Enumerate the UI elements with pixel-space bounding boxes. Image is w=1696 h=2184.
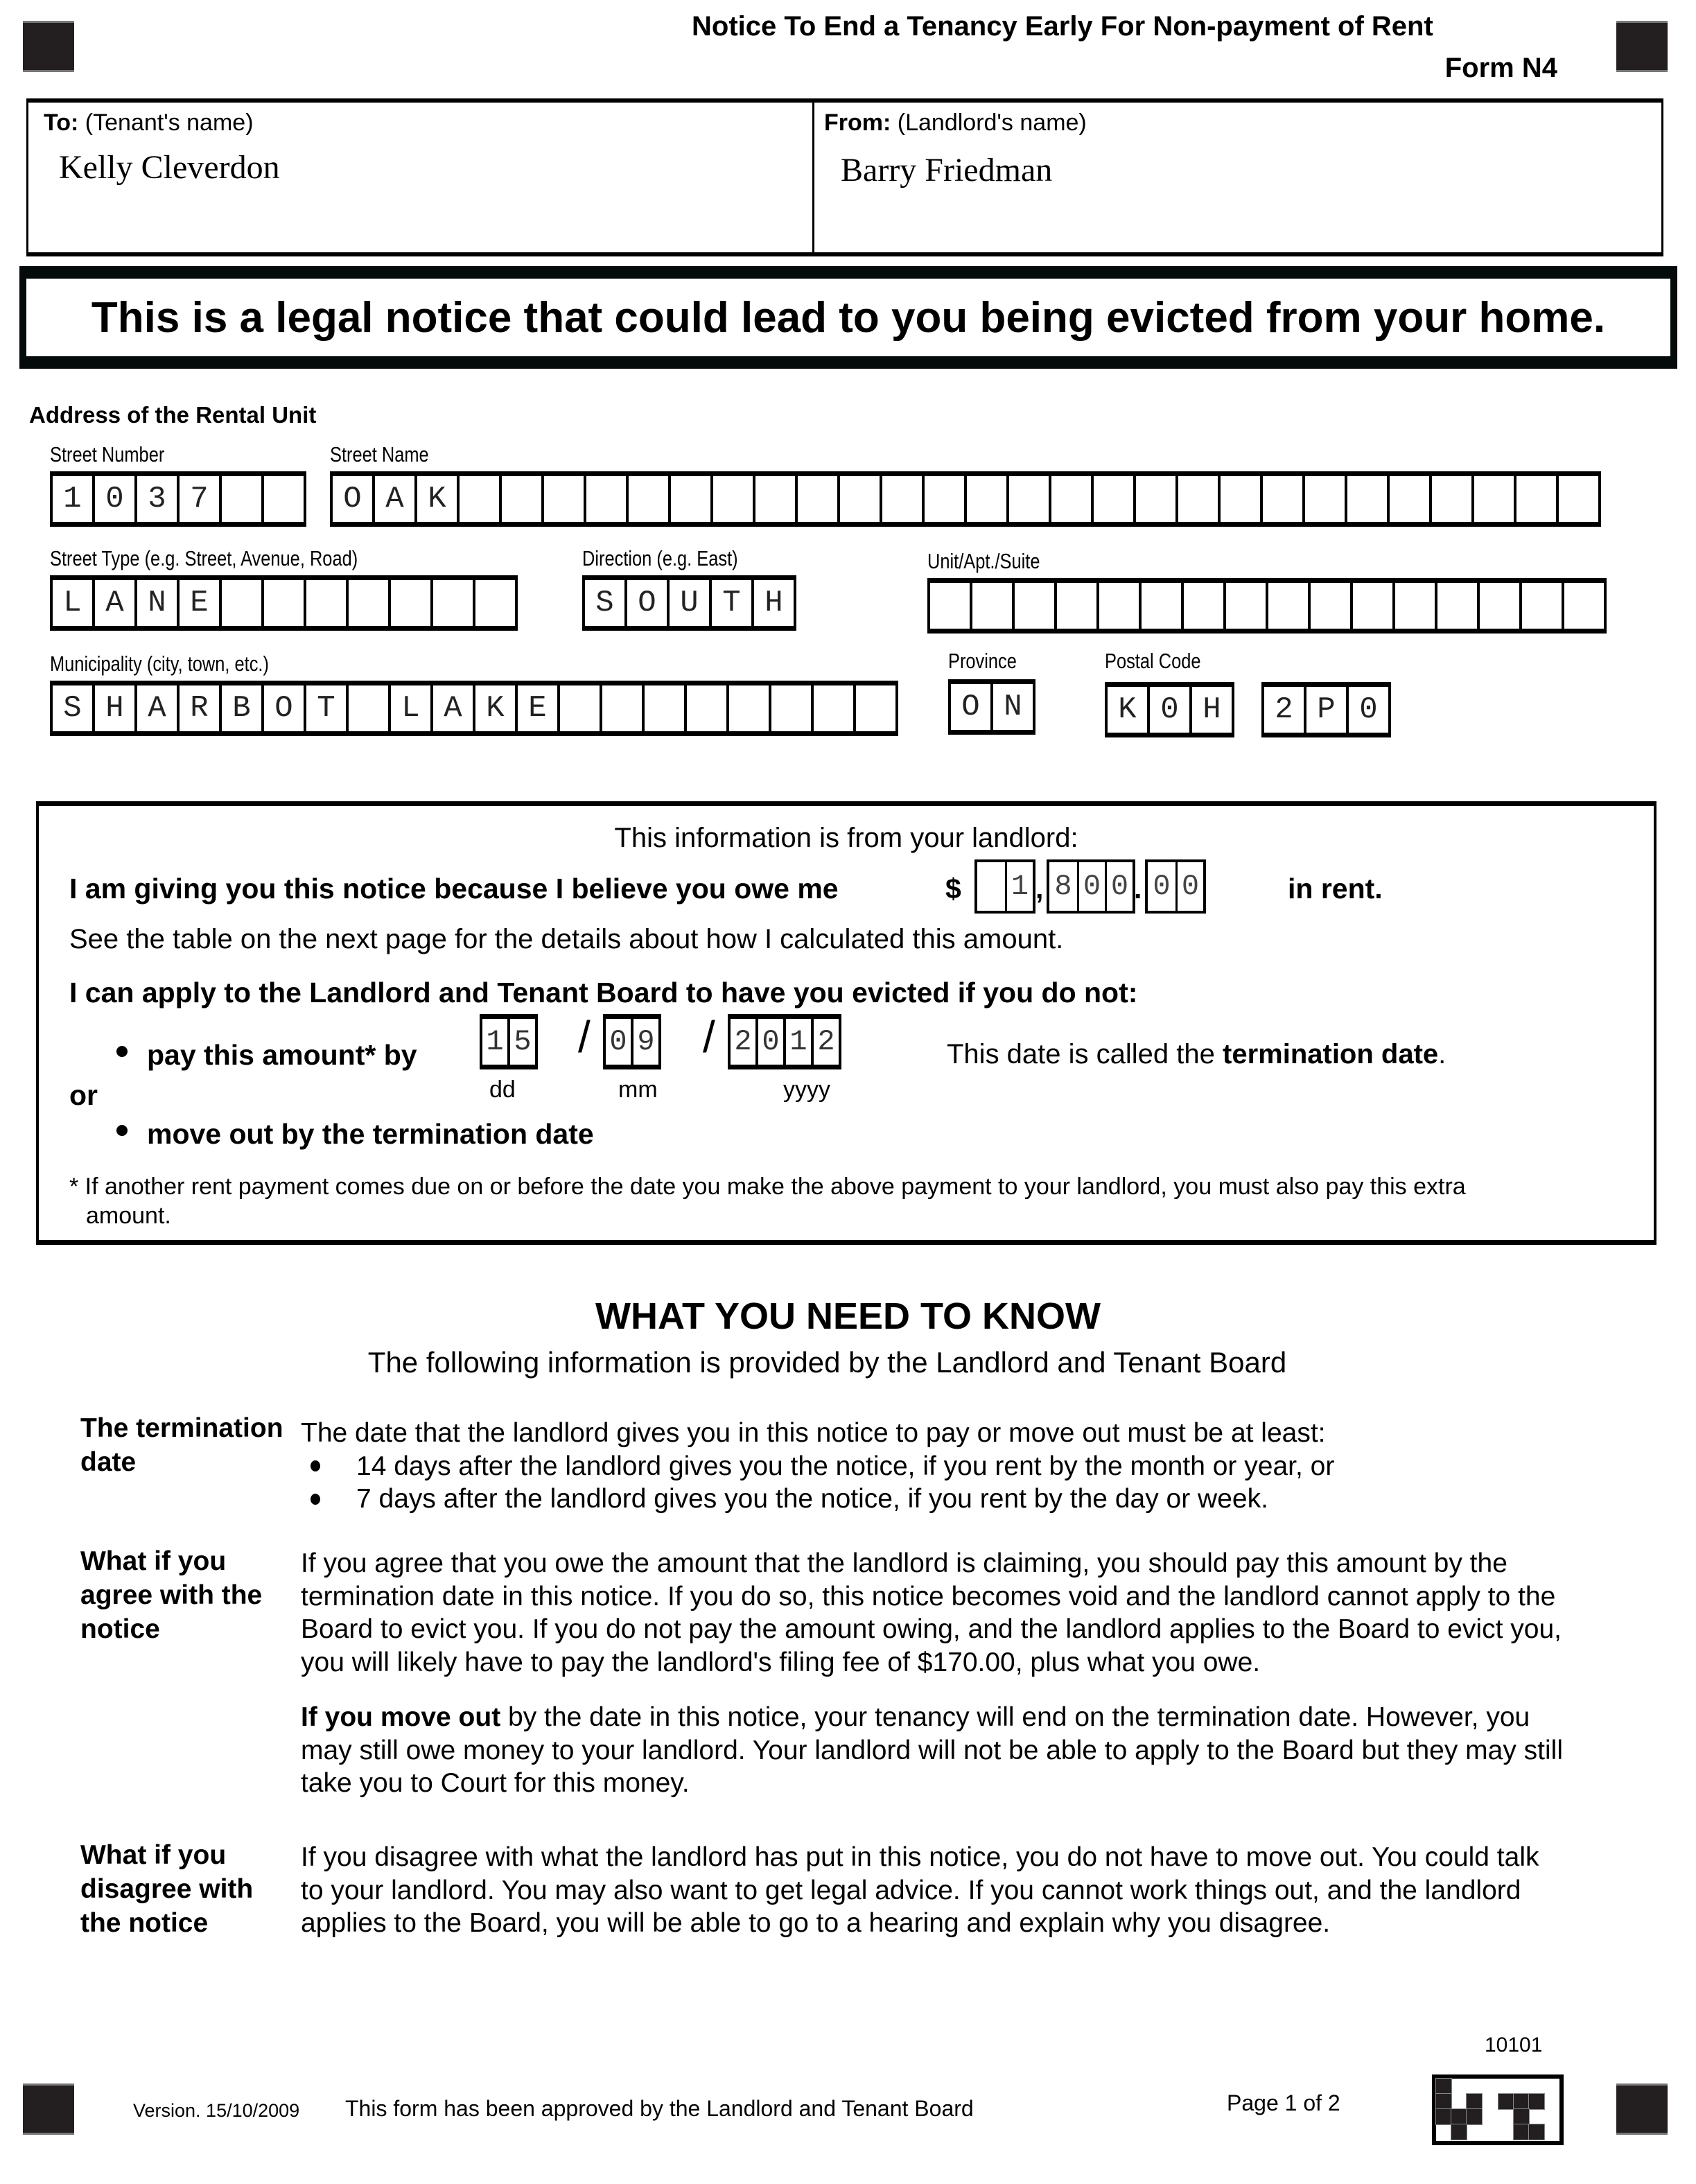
character-box[interactable]	[264, 580, 306, 626]
character-box[interactable]: 0	[1150, 687, 1192, 733]
character-box[interactable]	[1263, 476, 1305, 522]
digit-box[interactable]: 8	[1054, 870, 1072, 903]
street-number-field[interactable]	[50, 471, 306, 527]
character-box[interactable]	[1395, 583, 1437, 629]
character-box[interactable]: E	[518, 685, 560, 731]
direction-field[interactable]	[582, 575, 796, 631]
character-box[interactable]	[1437, 583, 1480, 629]
character-box[interactable]	[1009, 476, 1051, 522]
character-box[interactable]: T	[306, 685, 349, 731]
owe-statement: I am giving you this notice because I believe you owe me	[69, 873, 839, 905]
dd-label: dd	[489, 1076, 516, 1103]
character-box[interactable]: P	[1306, 687, 1349, 733]
digit-box[interactable]	[977, 862, 1005, 911]
page-number: Page 1 of 2	[1227, 2090, 1340, 2115]
character-box[interactable]: A	[95, 580, 137, 626]
amount-cents-field[interactable]	[1145, 859, 1206, 914]
form-number: Form N4	[1444, 53, 1557, 83]
character-box[interactable]	[1184, 583, 1226, 629]
legal-warning-banner	[19, 266, 1677, 369]
character-box[interactable]	[856, 685, 898, 731]
can-apply-text: I can apply to the Landlord and Tenant Board to have you evicted if you do not:	[69, 977, 1138, 1008]
character-box[interactable]	[544, 476, 586, 522]
province-label: Province	[948, 649, 1017, 673]
disagree-body: If you disagree with what the landlord has put in this notice, you do not have to move out. You could talk to your landlord. You may also want to get legal advice. If you cannot work things out, and the landlord applies to the Board, you will be able to go to a hearing and explain why you disagree.	[301, 1842, 1539, 1938]
character-box[interactable]: S	[53, 685, 95, 731]
registration-mark-bottom-left	[23, 2083, 74, 2135]
postal-code-label: Postal Code	[1105, 649, 1201, 673]
know-subheading: The following information is provided by the Landlord and Tenant Board	[367, 1346, 1287, 1379]
character-box[interactable]	[502, 476, 544, 522]
date-separator: /	[578, 1012, 591, 1062]
landlord-info-box	[36, 801, 1656, 1245]
know-heading: WHAT YOU NEED TO KNOW	[595, 1295, 1101, 1337]
bullet-icon	[116, 1046, 128, 1060]
character-box[interactable]	[1142, 583, 1184, 629]
character-box[interactable]	[1522, 583, 1564, 629]
character-box[interactable]	[560, 685, 602, 731]
character-box[interactable]	[391, 580, 433, 626]
character-box[interactable]: K	[417, 476, 460, 522]
digit-box[interactable]: 5	[510, 1019, 538, 1065]
character-box[interactable]	[645, 685, 687, 731]
mm-label: mm	[618, 1076, 658, 1103]
character-box[interactable]: N	[993, 684, 1035, 730]
unit-field[interactable]	[927, 578, 1607, 634]
character-box[interactable]	[967, 476, 1009, 522]
parties-box	[26, 98, 1663, 256]
character-box[interactable]	[925, 476, 967, 522]
termination-date-body: The date that the landlord gives you in this notice to pay or move out must be at least: 14 days after the landlord gives you the notice, if you rent by the month or year, or 7 days after the landlord gives you the notice, if you rent by the day or week.	[301, 1417, 1590, 1516]
character-box[interactable]: U	[670, 580, 712, 626]
unit-label: Unit/Apt./Suite	[927, 549, 1040, 573]
date-separator: /	[703, 1012, 715, 1062]
street-name-field[interactable]	[330, 471, 1601, 527]
character-box[interactable]: H	[95, 685, 137, 731]
character-box[interactable]: 7	[180, 476, 222, 522]
digit-box[interactable]: 0	[1175, 862, 1203, 911]
character-box[interactable]	[1094, 476, 1136, 522]
agree-label: What if you agree with the notice	[80, 1546, 263, 1644]
character-box[interactable]: S	[585, 580, 627, 626]
character-box[interactable]	[713, 476, 755, 522]
character-box[interactable]	[1480, 583, 1522, 629]
tenant-label: To: (Tenant's name)	[44, 110, 254, 136]
amount-dot: .	[1134, 873, 1142, 905]
footnote-line-2: amount.	[86, 1203, 171, 1229]
bullet-icon	[116, 1125, 128, 1139]
character-box[interactable]	[1305, 476, 1347, 522]
character-box[interactable]: B	[222, 685, 264, 731]
currency-symbol: $	[945, 873, 961, 905]
character-box[interactable]: 0	[95, 476, 137, 522]
character-box[interactable]	[460, 476, 502, 522]
character-box[interactable]	[1015, 583, 1057, 629]
pay-by-text: pay this amount* by	[147, 1039, 417, 1071]
character-box[interactable]	[1564, 583, 1607, 629]
province-field[interactable]	[948, 679, 1035, 735]
digit-box[interactable]: 0	[606, 1019, 633, 1065]
character-box[interactable]: K	[1108, 687, 1150, 733]
municipality-field[interactable]	[50, 681, 898, 736]
character-box[interactable]: 0	[1349, 687, 1391, 733]
character-box[interactable]: O	[627, 580, 670, 626]
character-box[interactable]	[930, 583, 972, 629]
postal-code-part2-field[interactable]	[1261, 682, 1391, 737]
character-box[interactable]: L	[53, 580, 95, 626]
digit-box[interactable]: 1	[482, 1019, 510, 1065]
digit-box[interactable]: 1	[1005, 862, 1033, 911]
character-box[interactable]	[771, 685, 814, 731]
amount-comma: ,	[1035, 873, 1044, 905]
character-box[interactable]	[798, 476, 840, 522]
character-box[interactable]	[1474, 476, 1516, 522]
amount-hundreds-field[interactable]	[1047, 859, 1135, 914]
see-table-text: See the table on the next page for the details about how I calculated this amount.	[69, 924, 1064, 954]
character-box[interactable]	[349, 580, 391, 626]
registration-mark-bottom-right	[1616, 2083, 1668, 2135]
character-box[interactable]	[1221, 476, 1263, 522]
character-box[interactable]	[1390, 476, 1432, 522]
footnote-line-1: * If another rent payment comes due on or before the date you make the above payment to your landlord, you must also pay this extra	[69, 1173, 1466, 1200]
termination-year-field[interactable]	[728, 1014, 841, 1069]
character-box[interactable]: A	[137, 685, 180, 731]
character-box[interactable]: 3	[137, 476, 180, 522]
character-box[interactable]	[687, 685, 729, 731]
street-type-label: Street Type (e.g. Street, Avenue, Road)	[50, 546, 358, 570]
legal-warning-text: This is a legal notice that could lead to you being evicted from your home.	[91, 293, 1606, 342]
termination-day-field[interactable]	[480, 1014, 538, 1069]
landlord-label: From: (Landlord's name)	[824, 110, 1087, 136]
character-box[interactable]: O	[264, 685, 306, 731]
street-type-field[interactable]	[50, 575, 518, 631]
digit-box[interactable]: 0	[1105, 862, 1133, 911]
character-box[interactable]	[1432, 476, 1474, 522]
termination-bullet: 7 days after the landlord gives you the notice, if you rent by the day or week.	[301, 1483, 1590, 1516]
character-box[interactable]	[1353, 583, 1395, 629]
character-box[interactable]: H	[1192, 687, 1234, 733]
address-section-title: Address of the Rental Unit	[29, 402, 317, 428]
character-box[interactable]	[1516, 476, 1559, 522]
street-number-label: Street Number	[50, 442, 165, 466]
move-out-text: move out by the termination date	[147, 1118, 594, 1150]
termination-month-field[interactable]	[603, 1014, 661, 1069]
character-box[interactable]	[840, 476, 882, 522]
character-box[interactable]	[1311, 583, 1353, 629]
digit-box[interactable]: 0	[1153, 870, 1171, 903]
yyyy-label: yyyy	[783, 1076, 830, 1103]
character-box[interactable]: 1	[53, 476, 95, 522]
character-box[interactable]	[1226, 583, 1268, 629]
character-box[interactable]	[814, 685, 856, 731]
character-box[interactable]: 2	[1264, 687, 1306, 733]
character-box[interactable]	[222, 476, 264, 522]
municipality-label: Municipality (city, town, etc.)	[50, 652, 269, 676]
character-box[interactable]	[1559, 476, 1601, 522]
termination-date-note: This date is called the termination date.	[947, 1039, 1446, 1069]
agree-body: If you agree that you owe the amount that the landlord is claiming, you should pay this amount by the termination date in this notice. If you do so, this notice becomes void and the landlord cannot apply to the Board to evict you. If you do not pay the amount owing, and the landlord applies to the Board to evict you, you will likely have to pay the landlord's filing fee of $170.00, plus what you owe. If you move out by the date in this notice, your tenancy will end on the termination date. However, you may still owe money to your landlord. Your landlord will not be able to apply to the Board but they may still take you to Court for this money.	[301, 1548, 1564, 1798]
or-text: or	[69, 1079, 98, 1111]
digit-box[interactable]: 2	[731, 1019, 758, 1065]
character-box[interactable]	[349, 685, 391, 731]
character-box[interactable]	[671, 476, 713, 522]
digit-box[interactable]: 1	[786, 1019, 814, 1065]
amount-thousands-field[interactable]	[974, 859, 1035, 914]
character-box[interactable]: O	[333, 476, 375, 522]
character-box[interactable]	[882, 476, 925, 522]
landlord-cell	[812, 103, 1661, 252]
digit-box[interactable]: 9	[633, 1019, 661, 1065]
postal-code-part1-field[interactable]	[1105, 682, 1234, 737]
character-box[interactable]: T	[712, 580, 754, 626]
ltb-barcode-icon	[1432, 2074, 1564, 2145]
digit-box[interactable]: 0	[758, 1019, 786, 1065]
character-box[interactable]	[629, 476, 671, 522]
character-box[interactable]	[755, 476, 798, 522]
character-box[interactable]: A	[375, 476, 417, 522]
version-text: Version. 15/10/2009	[133, 2100, 300, 2121]
character-box[interactable]	[1136, 476, 1178, 522]
termination-date-label: The termination date	[80, 1413, 283, 1477]
character-box[interactable]: L	[391, 685, 433, 731]
character-box[interactable]: K	[475, 685, 518, 731]
character-box[interactable]	[972, 583, 1015, 629]
character-box[interactable]: O	[951, 684, 993, 730]
registration-mark-top-left	[23, 21, 74, 72]
character-box[interactable]: A	[433, 685, 475, 731]
character-box[interactable]	[1099, 583, 1142, 629]
character-box[interactable]	[264, 476, 306, 522]
tenant-cell	[28, 103, 812, 252]
character-box[interactable]	[433, 580, 475, 626]
character-box[interactable]: N	[137, 580, 180, 626]
character-box[interactable]	[222, 580, 264, 626]
registration-mark-top-right	[1616, 21, 1668, 72]
character-box[interactable]	[1051, 476, 1094, 522]
character-box[interactable]	[1057, 583, 1099, 629]
tenant-name-field[interactable]: Kelly Cleverdon	[59, 149, 280, 186]
character-box[interactable]	[729, 685, 771, 731]
direction-label: Direction (e.g. East)	[582, 546, 738, 570]
form-code: 10101	[1485, 2034, 1543, 2056]
form-title: Notice To End a Tenancy Early For Non-payment of Rent	[692, 11, 1433, 42]
character-box[interactable]	[475, 580, 518, 626]
character-box[interactable]	[306, 580, 349, 626]
disagree-label: What if you disagree with the notice	[80, 1840, 254, 1938]
digit-box[interactable]: 0	[1077, 862, 1105, 911]
digit-box[interactable]: 2	[814, 1019, 841, 1065]
character-box[interactable]: E	[180, 580, 222, 626]
character-box[interactable]	[1178, 476, 1221, 522]
character-box[interactable]: R	[180, 685, 222, 731]
character-box[interactable]	[1268, 583, 1311, 629]
landlord-name-field[interactable]: Barry Friedman	[841, 152, 1053, 189]
termination-bullet: 14 days after the landlord gives you the notice, if you rent by the month or year, or	[301, 1450, 1590, 1483]
character-box[interactable]	[602, 685, 645, 731]
approval-text: This form has been approved by the Landlord and Tenant Board	[345, 2096, 974, 2121]
street-name-label: Street Name	[330, 442, 429, 466]
in-rent-text: in rent.	[1288, 873, 1383, 905]
character-box[interactable]: H	[754, 580, 796, 626]
landlord-info-heading: This information is from your landlord:	[614, 823, 1078, 853]
character-box[interactable]	[586, 476, 629, 522]
character-box[interactable]	[1347, 476, 1390, 522]
